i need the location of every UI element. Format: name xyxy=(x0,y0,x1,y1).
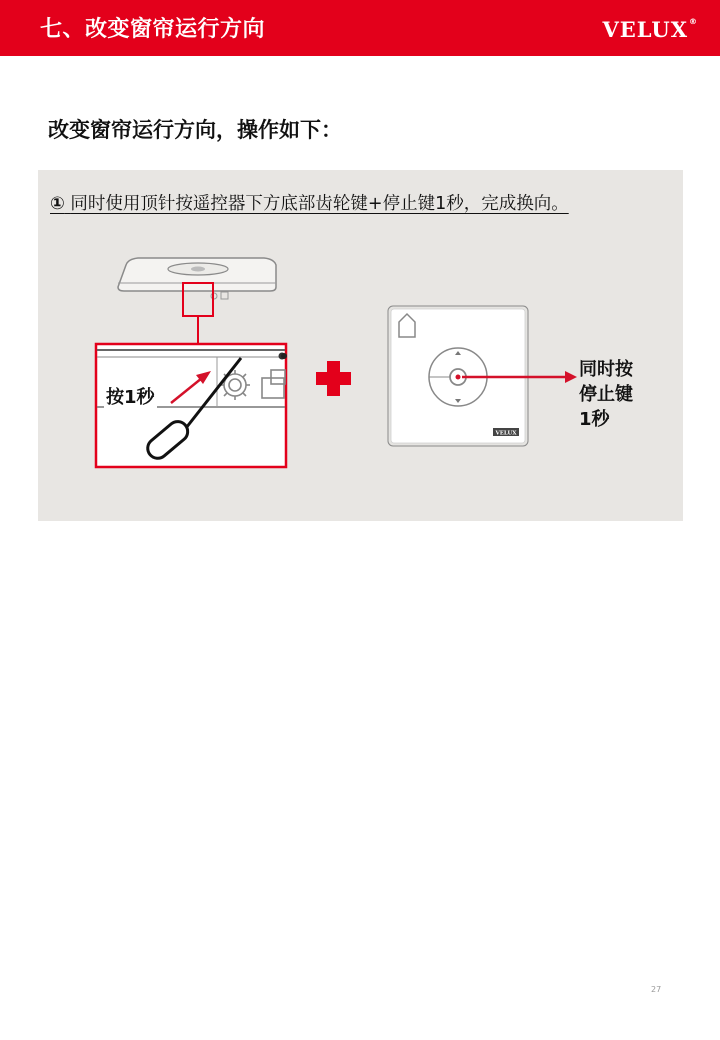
step-text: 同时使用顶针按遥控器下方底部齿轮键+停止键1秒，完成换向。 xyxy=(70,194,569,214)
stop-label-line: 1秒 xyxy=(579,409,610,430)
instruction-illustration xyxy=(38,170,683,521)
page-number: 27 xyxy=(651,985,662,994)
stop-label-line: 同时按 xyxy=(579,359,633,380)
brand-logo xyxy=(602,17,698,42)
step-number: ① xyxy=(50,194,65,214)
plus-icon xyxy=(316,361,351,396)
remote-brand-text: VELUX xyxy=(495,430,517,437)
header-bar xyxy=(0,0,720,56)
registered-mark: ® xyxy=(689,17,698,26)
section-heading: 改变窗帘运行方向，操作如下： xyxy=(48,118,342,142)
brand-name: VELUX xyxy=(602,17,688,42)
stop-key-label xyxy=(579,357,633,432)
stop-label-line: 停止键 xyxy=(579,384,633,405)
page-title: 七、改变窗帘运行方向 xyxy=(40,17,266,42)
instruction-panel xyxy=(38,170,683,521)
remote-bottom-view xyxy=(118,258,276,299)
press-duration-label: 按1秒 xyxy=(104,383,157,409)
